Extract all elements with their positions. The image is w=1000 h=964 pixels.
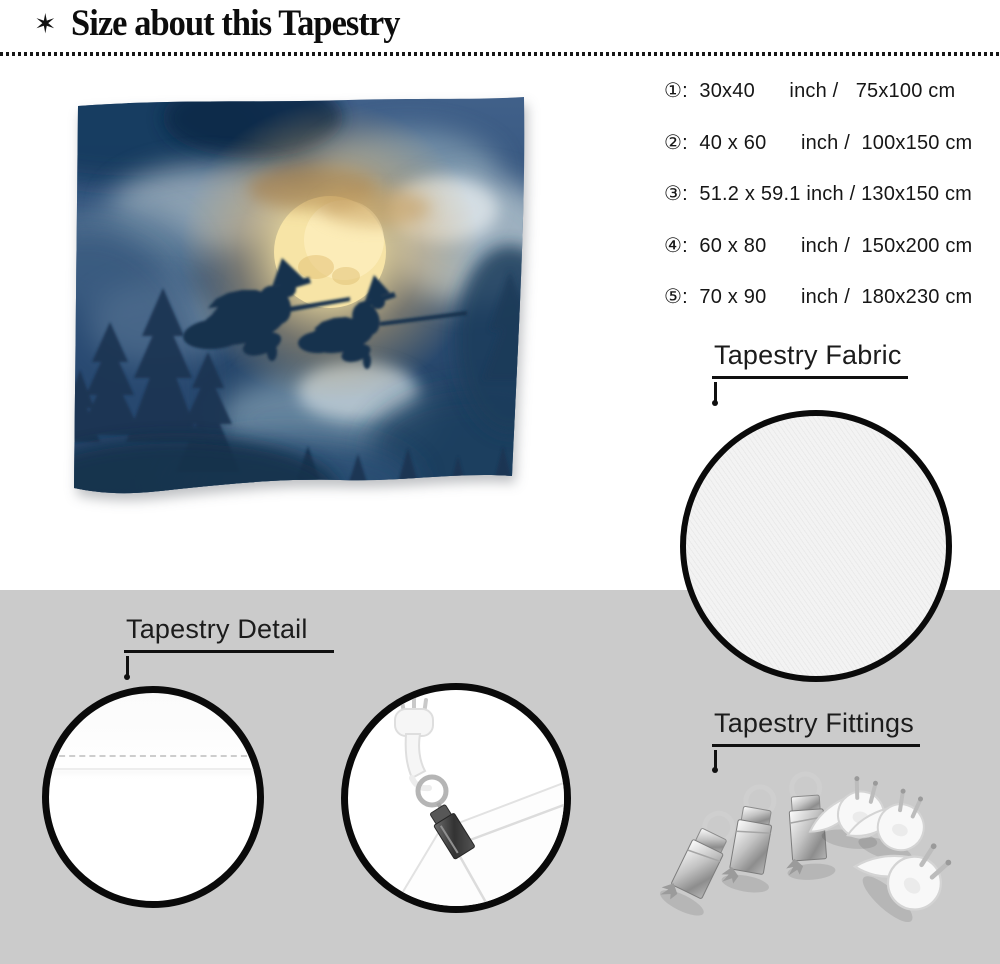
metal-ring-icon	[418, 777, 446, 805]
clip-detail-circle	[341, 683, 571, 913]
hem-stitch-line	[49, 755, 257, 757]
callout-dot	[712, 400, 718, 406]
fabric-section-label	[712, 340, 908, 379]
size-row: ④: 60 x 80 inch / 150x200 cm	[664, 234, 973, 257]
size-row: ③: 51.2 x 59.1 inch / 130x150 cm	[664, 183, 973, 205]
detail-section-label	[124, 614, 334, 653]
size-list	[664, 80, 972, 338]
fittings-photo	[645, 762, 980, 952]
page-header	[34, 0, 424, 48]
size-row: ⑤: 70 x 90 inch / 180x230 cm	[664, 286, 973, 308]
hem-detail-circle	[42, 686, 264, 908]
size-row: ②: 40 x 60 inch / 100x150 cm	[664, 131, 973, 154]
wall-hook-icon	[395, 697, 433, 788]
page-title: Size about this Tapestry	[70, 3, 400, 44]
star-icon: ✶	[34, 9, 57, 39]
fittings-label-text: Tapestry Fittings	[712, 708, 920, 747]
callout-tick	[714, 382, 717, 401]
dotted-divider	[0, 52, 1000, 56]
tapestry-mockup-image	[58, 90, 536, 502]
callout-dot	[124, 674, 130, 680]
fittings-section-label	[712, 708, 920, 747]
fabric-swatch-circle	[680, 410, 952, 682]
fabric-label-text: Tapestry Fabric	[712, 340, 908, 379]
callout-tick	[126, 656, 129, 675]
size-row: ①: 30x40 inch / 75x100 cm	[664, 80, 956, 102]
detail-label-text: Tapestry Detail	[124, 614, 334, 653]
clip-detail-drawing	[348, 690, 564, 906]
hem-fold-line	[49, 768, 257, 770]
full-moon	[180, 102, 480, 402]
